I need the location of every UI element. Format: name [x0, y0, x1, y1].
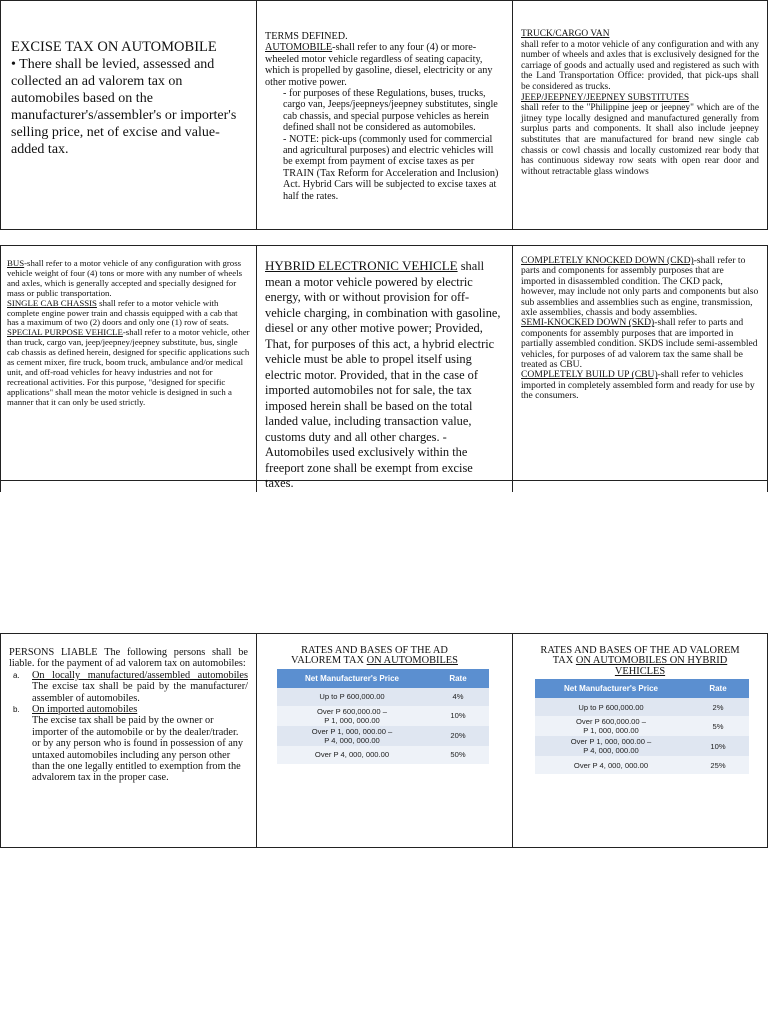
automobile-rates-cell: [256, 634, 512, 847]
row-1: [0, 0, 768, 230]
hybrid-rates-cell: [512, 634, 768, 847]
skd-term: SEMI-KNOCKED DOWN (SKD): [521, 317, 655, 329]
hybrid-vehicle-cell: [256, 246, 512, 492]
table-row: Over P 600,000.00 – P 1, 000, 000.00 10%: [277, 706, 489, 726]
hybrid-rates-title: RATES AND BASES OF THE AD VALOREM TAX ON AUTOMOBILES ON HYBRID VEHICLES: [540, 645, 740, 677]
automobile-definition: AUTOMOBILE-shall refer to any four (4) or more-wheeled motor vehicle regardless of seating capacity, which is propelled by gasoline, diesel, electricity or any other motive power.: [265, 42, 493, 88]
automobile-note-1: - for purposes of these Regulations, buses, trucks, cargo van, Jeeps/jeepneys/jeepney substitutes, single cab chassis, and special purpose vehicles as herein defined shall not be considered as automobiles.: [283, 88, 498, 134]
list-item: a. On locally manufactured/assembled automobiles The excise tax shall be paid by the manufacturer/ assembler of automobiles.: [13, 669, 248, 704]
truck-term: TRUCK/CARGO VAN: [521, 29, 610, 39]
table-row: Over P 1, 000, 000.00 – P 4, 000, 000.00 10%: [535, 736, 749, 756]
row-2: [0, 245, 768, 490]
automobile-term: AUTOMOBILE: [265, 42, 333, 54]
single-cab-term: SINGLE CAB CHASSIS: [7, 297, 97, 308]
imported-automobiles-term: On imported automobiles: [32, 704, 138, 716]
excise-tax-cell: [0, 1, 256, 229]
terms-defined-heading: TERMS DEFINED.: [265, 31, 348, 42]
table-row: Up to P 600,000.00 4%: [277, 688, 489, 706]
table-row: Over P 4, 000, 000.00 50%: [277, 746, 489, 764]
jeepney-term: JEEP/JEEPNEY/JEEPNEY SUBSTITUTES: [521, 92, 690, 103]
rate-column-header: Rate: [687, 679, 749, 698]
jeepney-definition: shall refer to the "Philippine jeep or jeepney" which are of the jitney type locally designed and manufactured generally from surplus parts and components. It shall also include jeepney substitutes that are manufactured for brand new single cab chassis or cowl chassis and locally customized rear body that has continuous sideway row seats with open rear door and without retractable glass windows: [521, 103, 759, 177]
imported-automobiles-text: The excise tax shall be paid by the owner or importer of the automobile or by the dealer/trader. or by any person who is found in possession of any untaxed automobiles including any person other than the one legally entitled to exemption from the advalorem tax in the proper case.: [32, 715, 244, 784]
hybrid-term: HYBRID ELECTRONIC VEHICLE: [265, 258, 458, 273]
bus-chassis-cell: [0, 246, 256, 492]
single-cab-definition: SINGLE CAB CHASSIS shall refer to a motor vehicle with complete engine power train and chassis equipped with a cab that has a maximum of two (2) doors and only one (1) row of seats.: [7, 297, 238, 328]
table-row: Over P 600,000.00 – P 1, 000, 000.00 5%: [535, 716, 749, 736]
table-row: Up to P 600,000.00 2%: [535, 698, 749, 716]
terms-defined-cell: [256, 1, 512, 229]
ckd-definition: COMPLETELY KNOCKED DOWN (CKD)-shall refer to parts and components for assembly purposes that are imported in disassembled condition. The CKD pack, however, may include not only parts and components but also sub assemblies and assemblies such as engine, transmission, axle assemblies, chassis and body assemblies.: [521, 255, 759, 319]
special-purpose-term: SPECIAL PURPOSE VEHICLE: [7, 327, 123, 338]
excise-tax-heading: EXCISE TAX ON AUTOMOBILE: [11, 39, 217, 55]
hybrid-definition: HYBRID ELECTRONIC VEHICLE shall mean a motor vehicle powered by electric energy, with or without provision for off-vehicle charging, in combination with gasoline, diesel or any other motive power; Provided, That, for purposes of this act, a hybrid electric vehicle must be able to propel itself using electric motor. Provided, that in the case of imported automobiles not for sale, the tax imposed herein shall be based on the total landed value, including transaction value, customs duty and all other charges. - Automobiles used exclusively within the freeport zone shall be exempt from excise taxes.: [265, 258, 501, 490]
price-column-header: Net Manufacturer's Price: [277, 669, 427, 688]
skd-definition: SEMI-KNOCKED DOWN (SKD)-shall refer to parts and components for assembly purposes that are imported in partially assembled condition. SKDS include semi-assembled vehicles, for purposes of ad valorem tax the same shall be treated as CBU.: [521, 317, 758, 371]
ckd-term: COMPLETELY KNOCKED DOWN (CKD): [521, 255, 694, 266]
truck-definition: shall refer to a motor vehicle of any configuration and with any number of wheels and axles that is exclusively designed for the carriage of goods and actually used and registered as such with the Land Transportation Office: provided, that pick-ups shall be considered as trucks.: [521, 39, 759, 92]
price-column-header: Net Manufacturer's Price: [535, 679, 687, 698]
truck-jeepney-cell: [512, 1, 768, 229]
bus-term: BUS: [7, 258, 25, 268]
automobile-note-2: - NOTE: pick-ups (commonly used for commercial and agricultural purposes) and electric vehicles will be exempt from payment of excise taxes as per TRAIN (Tax Reform for Acceleration and Inclusion) Act. Hybrid Cars will be subjected to excise taxes at half the rates.: [283, 133, 499, 202]
hybrid-rates-table: [535, 679, 749, 774]
persons-liable-list: [9, 670, 248, 716]
table-row: Over P 4, 000, 000.00 25%: [535, 756, 749, 774]
special-purpose-definition: SPECIAL PURPOSE VEHICLE-shall refer to a motor vehicle, other than truck, cargo van, jeep/jeepney/jeepney substitute, bus, single cab chassis as defined herein, designed for specific applications such as cement mixer, fire truck, boom truck, ambulance and/or medical unit, and off-road vehicles for heavy industries and not for recreational activities. For this purpose, "designed for specific applications" shall mean the motor vehicle is designed in such a manner that it can only be used strictly.: [7, 327, 250, 407]
rate-column-header: Rate: [427, 669, 489, 688]
persons-liable-cell: [0, 634, 256, 847]
cbu-term: COMPLETELY BUILD UP (CBU): [521, 369, 658, 381]
automobile-rates-title: RATES AND BASES OF THE AD VALOREM TAX ON AUTOMOBILES: [291, 645, 458, 667]
list-item: b. On imported automobiles: [9, 704, 248, 715]
bus-definition: BUS-shall refer to a motor vehicle of any configuration with gross vehicle weight of four (4) tons or more with any number of wheels and axles, which is generally accepted and specially designed for mass or public transportation.: [7, 258, 243, 298]
excise-tax-bullet: • There shall be levied, assessed and collected an ad valorem tax on automobiles based on the manufacturer's/assembler's or importer's selling price, net of excise and value-added tax.: [11, 57, 237, 157]
cbu-definition: COMPLETELY BUILD UP (CBU)-shall refer to vehicles imported in completely assembled form and ready for use by the consumers.: [521, 369, 755, 402]
persons-liable-intro: PERSONS LIABLE The following persons shall be liable. for the payment of ad valorem tax on automobiles:: [9, 647, 248, 670]
local-automobiles-term: On locally manufactured/assembled automobiles: [32, 669, 248, 681]
table-row: Over P 1, 000, 000.00 – P 4, 000, 000.00 20%: [277, 726, 489, 746]
automobile-rates-table: [277, 669, 489, 764]
ckd-skd-cbu-cell: [512, 246, 768, 492]
row-3: [0, 633, 768, 848]
